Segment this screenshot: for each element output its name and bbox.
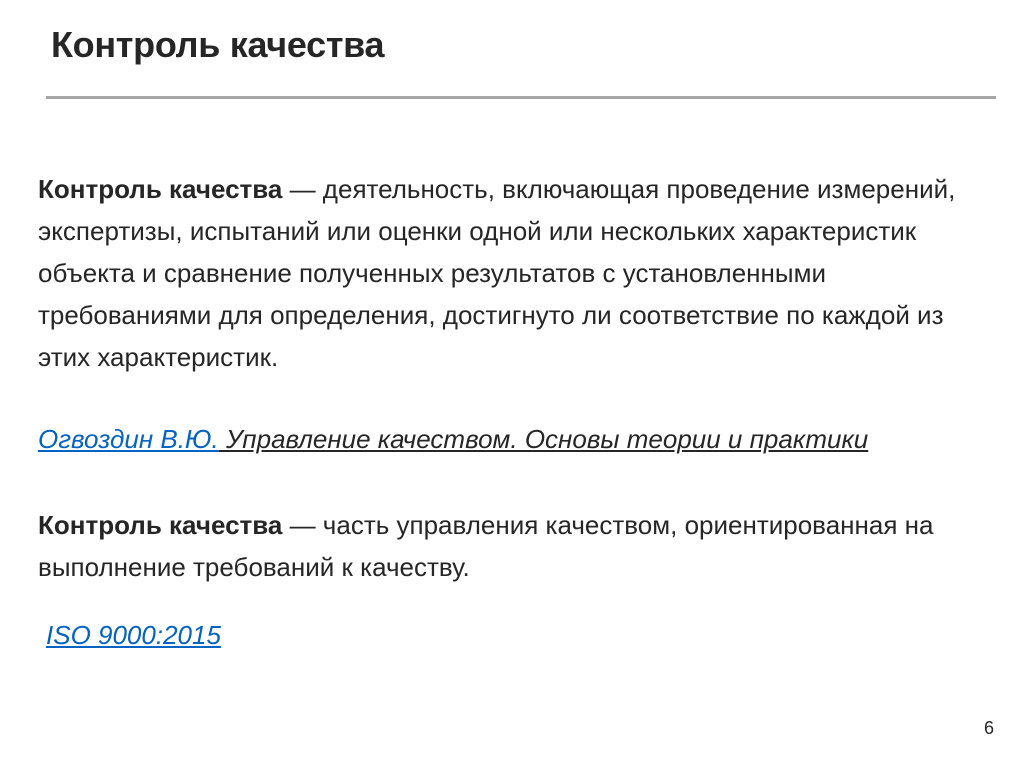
- iso-standard-link[interactable]: ISO 9000:2015: [46, 620, 221, 650]
- definition-term-1: Контроль качества: [38, 174, 283, 204]
- definition-text-1: — деятельность, включающая проведение измерений, экспертизы, испытаний или оценки одной или нескольких характеристик объекта и сравнение полученных результатов с установленными требованиями для определения, достигнуто ли соответствие по каждой из этих характеристик.: [38, 174, 956, 372]
- slide-content: [38, 168, 968, 656]
- definition-text-2: — часть управления качеством, ориентированная на выполнение требований к качеству.: [38, 510, 934, 582]
- reference-paragraph-1: [38, 418, 968, 460]
- definition-term-2: Контроль качества: [38, 510, 283, 540]
- reference-paragraph-2: [38, 614, 968, 656]
- author-link[interactable]: Огвоздин В.Ю.: [38, 424, 219, 454]
- title-divider: [46, 96, 996, 99]
- slide-title: Контроль качества: [51, 24, 385, 65]
- definition-paragraph-2: [38, 504, 968, 588]
- page-number: 6: [983, 718, 994, 738]
- reference-title-1: Управление качеством. Основы теории и практики: [218, 424, 869, 454]
- definition-paragraph-1: [38, 168, 968, 378]
